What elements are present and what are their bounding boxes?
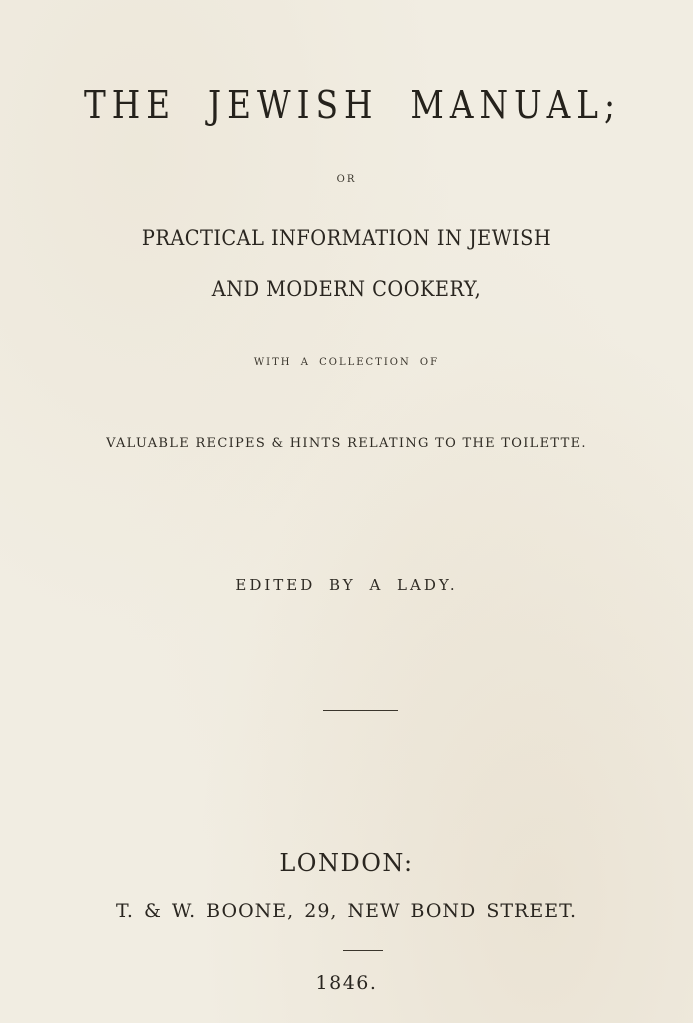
book-title: THE JEWISH MANUAL; bbox=[83, 83, 622, 127]
imprint-city: LONDON: bbox=[279, 849, 414, 877]
section-divider bbox=[323, 710, 398, 711]
imprint-publisher: T. & W. BOONE, 29, NEW BOND STREET. bbox=[115, 900, 577, 922]
collection-intro: WITH A COLLECTION OF bbox=[253, 357, 440, 368]
title-conjunction: OR bbox=[336, 174, 357, 185]
subtitle-line-2: AND MODERN COOKERY, bbox=[211, 277, 482, 301]
imprint-divider bbox=[343, 950, 383, 951]
editor-credit: EDITED BY A LADY. bbox=[235, 576, 458, 594]
subtitle-line-1: PRACTICAL INFORMATION IN JEWISH bbox=[141, 226, 552, 250]
collection-subject: VALUABLE RECIPES & HINTS RELATING TO THE TOILETTE. bbox=[106, 436, 587, 451]
imprint-year: 1846. bbox=[315, 972, 378, 994]
